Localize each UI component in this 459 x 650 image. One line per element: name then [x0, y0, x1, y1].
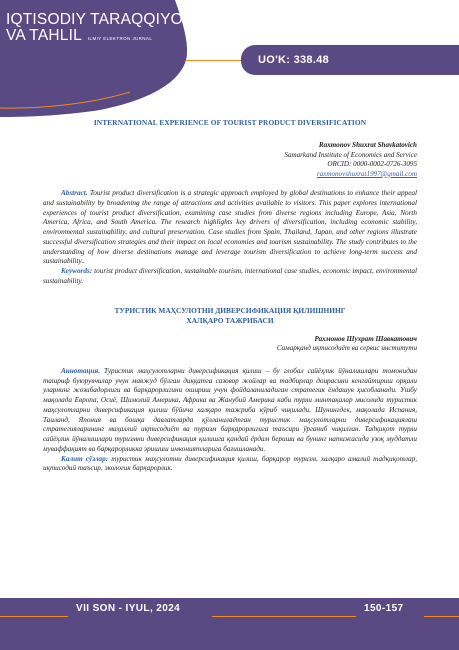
author-block-uzbek: [43, 335, 417, 354]
title-uzbek-line1: ТУРИСТИК МАҲСУЛОТНИ ДИВЕРСИФИКАЦИЯ ҚИЛИШНИНГ: [114, 306, 346, 316]
article-content: [43, 118, 417, 474]
author-institution: Samarkand Institute of Economics and Service: [284, 150, 417, 159]
keywords-text: tourist product diversification, sustainable tourism, international case studies, economic impact, environmental sustainability.: [43, 267, 417, 285]
issue-info: VII SON - IYUL, 2024: [76, 603, 181, 614]
udk-badge: [241, 45, 459, 75]
journal-logo: [6, 11, 193, 49]
abstract-uzbek: [43, 367, 417, 455]
udk-code: UO'K: 338.48: [258, 54, 330, 66]
author-orcid: ORCID: 0000-0002-0726-3095: [327, 160, 417, 169]
abstract-english: [43, 189, 417, 267]
abstract-text-uzbek: Туристик маҳсулотларни диверсификация қилиш – бу глобал сайёҳлик йўналишлари томонидан ташриф буюрувчилар учун мавжуд бўлган диққатга сазовор жойлар ва тадбирлар доирасини кенгайтириш орқали уларнинг жозибадорлиги ва барқарорлигини ошириш учун фойдаланиладиган стратегик ёндашув ҳисобланади. Ушбу мақолада Европа, Осиё, Шимолий Америка, Африка ва Жанубий Америка каби турли минтақалар мисолида туристик маҳсулотларни диверсификация қилиш бўйича халқаро тажриба кўриб чиқилади. Шунингдек, мақолада Испания, Таиланд, Япония ва бошқа давлатларда қўлланилаётган туристик маҳсулотларни диверсификациялаш стратегияларининг маҳаллий иқтисодиёт ва туризм барқарорлигига таъсири ўрганиб чиқилган. Тадқиқот турли сайёҳлик йўналишлари туризмни диверсификация қилишга қандай ёрдам бериши ва бунинг натижасида узоқ муддатли муваффақият ва барқарорликка эришиш имкониятларига бағишланади.: [43, 366, 417, 453]
article-title-uzbek: [43, 306, 417, 325]
page-range: 150-157: [364, 603, 404, 614]
footer-accent-line-left: [0, 616, 68, 617]
logo-title-line2: VA TAHLIL: [6, 27, 82, 44]
logo-subtitle: ILMIY ELEKTRON JURNAL: [87, 36, 153, 41]
keywords-label: Keywords:: [61, 267, 93, 275]
footer-accent-line-right: [424, 616, 459, 617]
author-block-english: [43, 141, 417, 179]
logo-title-line1: IQTISODIY TARAQQIYOT: [6, 11, 193, 28]
author-email-link[interactable]: raxmonovshuxrat1997@gmail.com: [316, 169, 417, 178]
keywords-english: [43, 267, 417, 286]
keywords-uzbek: [43, 455, 417, 475]
journal-footer: [0, 598, 459, 650]
abstract-text: Tourist product diversification is a strategic approach employed by global destinations to enhance their appeal and sustainability by broadening the range of attractions and activities available to visitors. This paper explores international experiences of tourist product diversification, examining case studies from diverse regions including Europe, Asia, North America, Africa, and South America. The research highlights key drivers of diversification, including economic stability, environmental sustainability, and cultural preservation. Case studies from Spain, Thailand, Japan, and other regions illustrate successful diversification strategies and their impact on local economies and tourism sustainability. The study contributes to the understanding of how diverse destinations manage and leverage tourism diversification to achieve long-term success and sustainability..: [43, 189, 417, 266]
header-accent-line: [186, 60, 242, 61]
journal-header: [0, 0, 459, 118]
keywords-label-uzbek: Калит сўзлар:: [61, 454, 109, 463]
author-institution-uzbek: Самарқанд иқтисодиёт ва сервис институти: [276, 344, 417, 353]
author-name: Raxmonov Shuxrat Shavkatovich: [318, 141, 417, 149]
article-title-english: INTERNATIONAL EXPERIENCE OF TOURIST PRODUCT DIVERSIFICATION: [93, 118, 367, 127]
abstract-label-uzbek: Аннотация.: [61, 366, 101, 375]
footer-accent-line-middle: [212, 616, 356, 617]
title-uzbek-line2: ХАЛҚАРО ТАЖРИБАСИ: [186, 316, 274, 325]
keywords-text-uzbek: туристик маҳсулотни диверсификация қилиш, барқарор туризм, халқаро амалий тадқиқотлар, иқтисодий таъсир, экологик барқарорлик.: [43, 454, 417, 473]
abstract-label: Abstract.: [61, 189, 88, 198]
author-name-uzbek: Рахмонов Шухрат Шавкатович: [314, 334, 417, 343]
